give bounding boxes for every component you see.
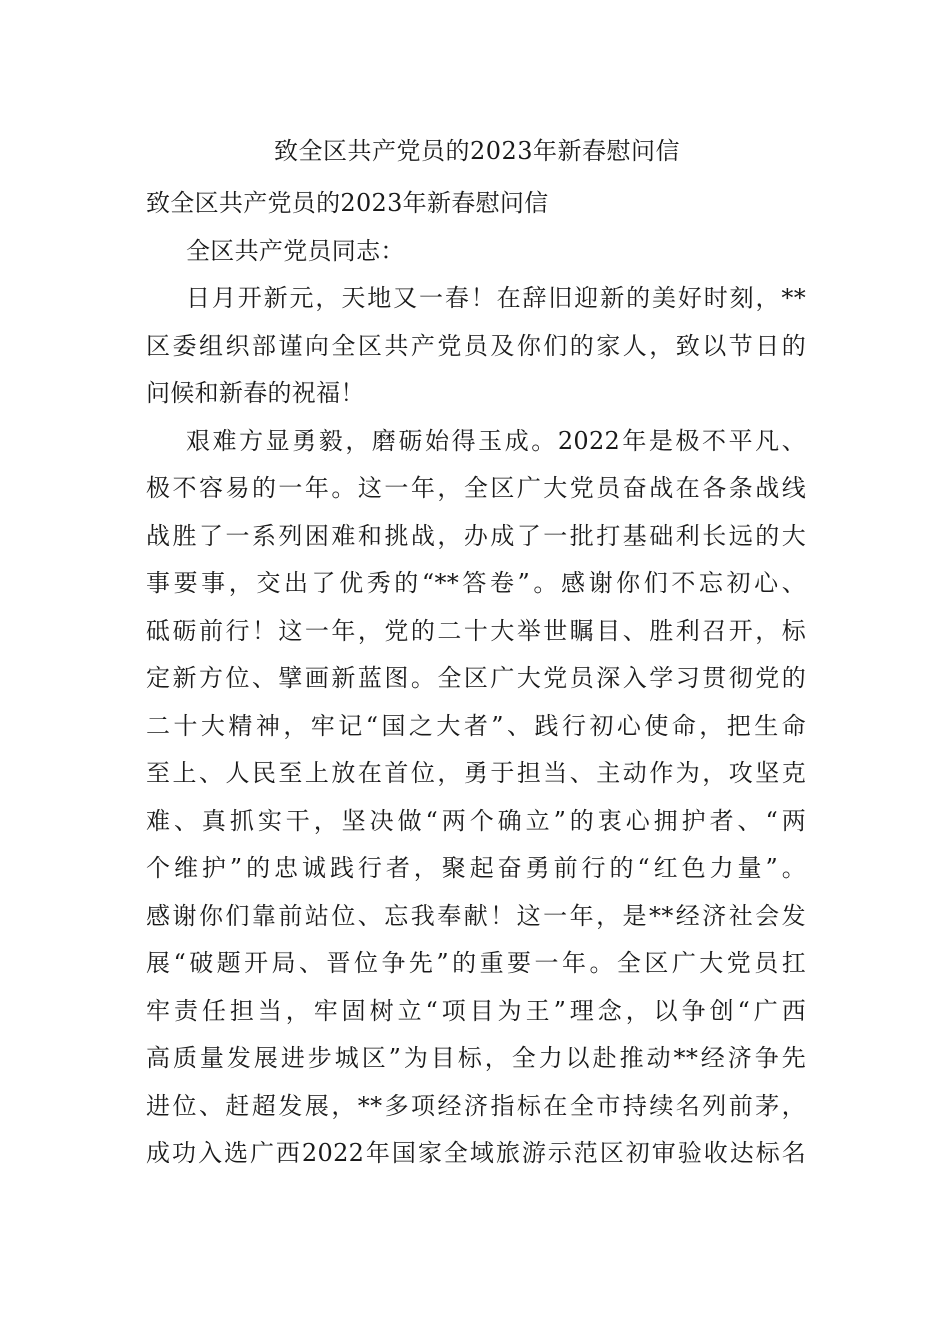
- document-body: [146, 180, 806, 1178]
- paragraph-1-line-3: 问候和新春的祝福！: [146, 379, 365, 407]
- paragraph-2-line-9: 难、真抓实干，坚决做“两个确立”的衷心拥护者、“两: [146, 806, 806, 835]
- paragraph-2-line-4: 事要事，交出了优秀的“**答卷”。感谢你们不忘初心、: [146, 569, 806, 597]
- paragraph-2-line-2: 极不容易的一年。这一年，全区广大党员奋战在各条战线: [146, 474, 806, 502]
- paragraph-1-line-2: 区委组织部谨向全区共产党员及你们的家人，致以节日的: [146, 331, 806, 360]
- paragraph-2-line-13: 牢责任担当，牢固树立“项目为王”理念，以争创“广西: [146, 996, 806, 1025]
- salutation-line: 全区共产党员同志：: [186, 236, 405, 265]
- paragraph-2-line-6: 定新方位、擘画新蓝图。全区广大党员深入学习贯彻党的: [146, 664, 806, 692]
- paragraph-2-line-16: 成功入选广西2022年国家全域旅游示范区初审验收达标名: [146, 1139, 806, 1167]
- paragraph-2-line-7: 二十大精神，牢记“国之大者”、践行初心使命，把生命: [146, 711, 806, 740]
- paragraph-2-line-1: 艰难方显勇毅，磨砺始得玉成。2022年是极不平凡、: [186, 426, 806, 455]
- paragraph-2-line-11: 感谢你们靠前站位、忘我奉献！这一年，是**经济社会发: [146, 901, 806, 930]
- paragraph-2-line-12: 展“破题开局、晋位争先”的重要一年。全区广大党员扛: [146, 949, 806, 977]
- paragraph-1-line-1: 日月开新元，天地又一春！在辞旧迎新的美好时刻，**: [186, 284, 806, 312]
- paragraph-2-line-3: 战胜了一系列困难和挑战，办成了一批打基础利长远的大: [146, 521, 806, 550]
- paragraph-2-line-10: 个维护”的忠诚践行者，聚起奋勇前行的“红色力量”。: [146, 854, 806, 882]
- paragraph-2-line-5: 砥砺前行！这一年，党的二十大举世瞩目、胜利召开，标: [146, 616, 806, 645]
- repeated-title-line: 致全区共产党员的2023年新春慰问信: [146, 189, 549, 217]
- document-title: 致全区共产党员的2023年新春慰问信: [273, 137, 681, 165]
- paragraph-2-line-15: 进位、赶超发展，**多项经济指标在全市持续名列前茅，: [146, 1091, 806, 1120]
- paragraph-2-line-8: 至上、人民至上放在首位，勇于担当、主动作为，攻坚克: [146, 759, 806, 787]
- paragraph-2-line-14: 高质量发展进步城区”为目标，全力以赴推动**经济争先: [146, 1044, 806, 1072]
